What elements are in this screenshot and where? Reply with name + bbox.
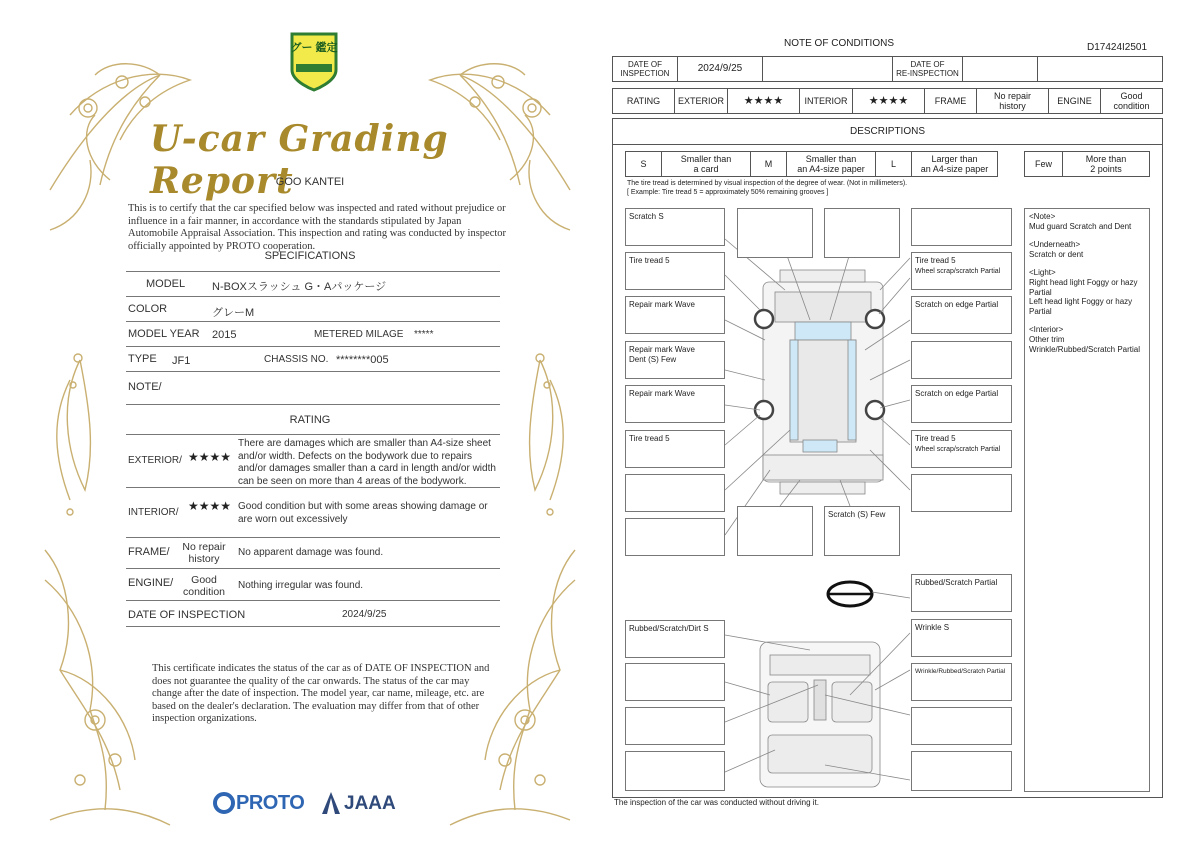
note-line: <Interior> — [1029, 325, 1064, 335]
specifications-heading: SPECIFICATIONS — [264, 250, 356, 262]
damage-box-interior-right-2: Wrinkle/Rubbed/Scratch Partial — [911, 663, 1012, 701]
exterior-label: EXTERIOR — [675, 89, 728, 113]
damage-box-right-6: Tire tread 5 Wheel scrap/scratch Partial — [911, 430, 1012, 468]
engine-label: ENGINE/ — [128, 577, 174, 589]
exterior-stars: ★★★★ — [728, 89, 800, 113]
frame-value: No repair history — [977, 89, 1049, 113]
frame-description: No apparent damage was found. — [238, 547, 384, 558]
divider — [126, 296, 500, 297]
divider — [126, 271, 500, 272]
report-title: U-car Grading Report — [150, 118, 449, 202]
damage-box-interior-left-2 — [625, 663, 725, 701]
damage-box-interior-right-1: Wrinkle S — [911, 619, 1012, 657]
note-line: Other trim — [1029, 334, 1065, 344]
damage-box-left-2: Tire tread 5 — [625, 252, 725, 290]
exterior-description: There are damages which are smaller than A4-size sheet and/or width. Defects on the bodywork due to repairs and/or damages smaller than a card in length and/or width can be seen on more than 4 areas of the bodywork. — [238, 438, 496, 487]
exterior-stars: ★★★★ — [188, 450, 232, 464]
note-line: <Underneath> — [1029, 240, 1081, 250]
damage-box-bottom-2: Scratch (S) Few — [824, 506, 900, 556]
engine-label: ENGINE — [1049, 89, 1101, 113]
inspection-date-label: DATE OF INSPECTION — [613, 57, 678, 81]
reinspection-label: DATE OF RE-INSPECTION — [893, 57, 963, 81]
proto-logo: PROTO — [236, 792, 305, 814]
model-year-value: 2015 — [212, 329, 237, 341]
tire-note: The tire tread is determined by visual inspection of the degree of wear. (Not in millimeters). — [627, 180, 908, 187]
goo-kantei-badge-icon — [286, 30, 342, 92]
model-year-label: MODEL YEAR — [128, 328, 200, 340]
metered-mileage-value: ***** — [414, 329, 434, 340]
divider — [126, 568, 500, 569]
divider — [126, 404, 500, 405]
color-value: グレーM — [212, 307, 255, 319]
model-label: MODEL — [146, 278, 186, 290]
damage-box-top-2 — [824, 208, 900, 258]
divider — [126, 346, 500, 347]
legend-s-desc: Smaller than a card — [662, 152, 751, 176]
document-id: D17424I2501 — [1087, 42, 1148, 53]
legend-few-desc: More than 2 points — [1085, 154, 1127, 174]
note-line: Scratch or dent — [1029, 249, 1084, 259]
inspection-date-value: 2024/9/25 — [678, 57, 763, 81]
rating-heading: RATING — [289, 414, 331, 426]
note-line: <Note> — [1029, 212, 1056, 221]
divider — [126, 371, 500, 372]
badge-text: グー 鑑定 — [290, 42, 338, 54]
divider — [126, 600, 500, 601]
engine-value: Good condition — [182, 574, 226, 598]
damage-box-left-6: Tire tread 5 — [625, 430, 725, 468]
legend-l-desc: Larger than an A4-size paper — [920, 154, 989, 174]
disclaimer-text: This certificate indicates the status of the car as of DATE OF INSPECTION and does not guarantee the quality of the car onwards. The status of the car may change after the date of inspection. The model year, car name, mileage, etc. are based on the dealer's declaration. The evaluation may differ from that of other inspection organizations. — [152, 663, 490, 724]
note-line: Mud guard Scratch and Dent — [1029, 221, 1132, 231]
note-line: Wrinkle/Rubbed/Scratch Partial — [1029, 344, 1141, 354]
damage-box-right-3: Scratch on edge Partial — [911, 296, 1012, 334]
legend-s: S — [626, 152, 662, 176]
color-label: COLOR — [128, 303, 168, 315]
jaaa-logo: JAAA — [344, 793, 396, 814]
legend-l: L — [876, 152, 912, 176]
inspection-date-label: DATE OF INSPECTION — [128, 609, 246, 621]
legend-few: Few — [1025, 152, 1063, 176]
damage-box-bottom-1 — [737, 506, 813, 556]
rating-label: RATING — [613, 89, 675, 113]
divider — [126, 321, 500, 322]
note-line: Right head light Foggy or hazy Partial — [1029, 277, 1138, 297]
damage-box-left-4: Repair mark Wave Dent (S) Few — [625, 341, 725, 379]
note-spacer — [1029, 259, 1145, 268]
damage-box-left-8 — [625, 518, 725, 556]
note-line: <Light> — [1029, 268, 1056, 278]
damage-box-interior-left-3 — [625, 707, 725, 745]
damage-box-left-5: Repair mark Wave — [625, 385, 725, 423]
descriptions-heading: DESCRIPTIONS — [850, 126, 926, 137]
model-value: N-BOXスラッシュ G・Aパッケージ — [212, 281, 387, 293]
chassis-value: ********005 — [336, 354, 389, 366]
interior-stars: ★★★★ — [853, 89, 925, 113]
frame-value: No repair history — [182, 541, 226, 565]
notes-panel — [1024, 208, 1150, 792]
interior-stars: ★★★★ — [188, 499, 232, 513]
frame-label: FRAME — [925, 89, 977, 113]
tire-example-note: [ Example: Tire tread 5 = approximately 50% remaining grooves ] — [627, 189, 829, 196]
note-spacer — [1029, 316, 1145, 325]
note-line: Left head light Foggy or hazy Partial — [1029, 297, 1133, 316]
divider — [126, 626, 500, 627]
damage-box-right-7 — [911, 474, 1012, 512]
damage-box-interior-left-1: Rubbed/Scratch/Dirt S — [625, 620, 725, 658]
report-subtitle: GOO KANTEI — [275, 176, 345, 188]
condition-sheet — [600, 30, 1175, 830]
divider — [126, 434, 500, 435]
engine-value: Good condition — [1113, 91, 1150, 111]
certification-text: This is to certify that the car specified below was inspected and rated without prejudice or influence in a fair manner, in accordance with the standards stipulated by Japan Automobile Appraisal Association. This inspection and rating was conducted by inspector officially appointed by PROTO cooperation. — [128, 203, 507, 252]
damage-box-left-1: Scratch S — [625, 208, 725, 246]
damage-box-interior-right-4 — [911, 751, 1012, 791]
damage-box-right-2: Tire tread 5 Wheel scrap/scratch Partial — [911, 252, 1012, 290]
legend-m-desc: Smaller than an A4-size paper — [787, 152, 876, 176]
legend-m: M — [751, 152, 787, 176]
damage-box-top-1 — [737, 208, 813, 258]
damage-box-right-5: Scratch on edge Partial — [911, 385, 1012, 423]
divider — [126, 537, 500, 538]
interior-label: INTERIOR — [800, 89, 853, 113]
interior-description: Good condition but with some areas showing damage or are worn out excessively — [238, 501, 488, 525]
inspection-date-value: 2024/9/25 — [342, 609, 387, 620]
damage-box-right-1 — [911, 208, 1012, 246]
damage-box-left-7 — [625, 474, 725, 512]
frame-label: FRAME/ — [128, 546, 170, 558]
metered-mileage-label: METERED MILAGE — [314, 329, 404, 340]
damage-box-right-4 — [911, 341, 1012, 379]
damage-box-left-3: Repair mark Wave — [625, 296, 725, 334]
sheet-title: NOTE OF CONDITIONS — [784, 38, 894, 49]
engine-description: Nothing irregular was found. — [238, 580, 364, 591]
interior-label: INTERIOR/ — [128, 507, 179, 518]
note-label: NOTE/ — [128, 381, 162, 393]
proto-logo-icon — [212, 790, 238, 816]
footer-note: The inspection of the car was conducted without driving it. — [614, 798, 819, 807]
damage-box-interior-left-4 — [625, 751, 725, 791]
damage-box-steering: Rubbed/Scratch Partial — [911, 574, 1012, 612]
damage-box-interior-right-3 — [911, 707, 1012, 745]
jaaa-logo-icon — [320, 790, 342, 816]
exterior-label: EXTERIOR/ — [128, 455, 182, 466]
chassis-label: CHASSIS NO. — [264, 354, 329, 365]
certificate — [40, 20, 580, 830]
note-spacer — [1029, 231, 1145, 240]
type-label: TYPE — [128, 353, 157, 365]
type-value: JF1 — [172, 355, 191, 367]
divider — [126, 487, 500, 488]
